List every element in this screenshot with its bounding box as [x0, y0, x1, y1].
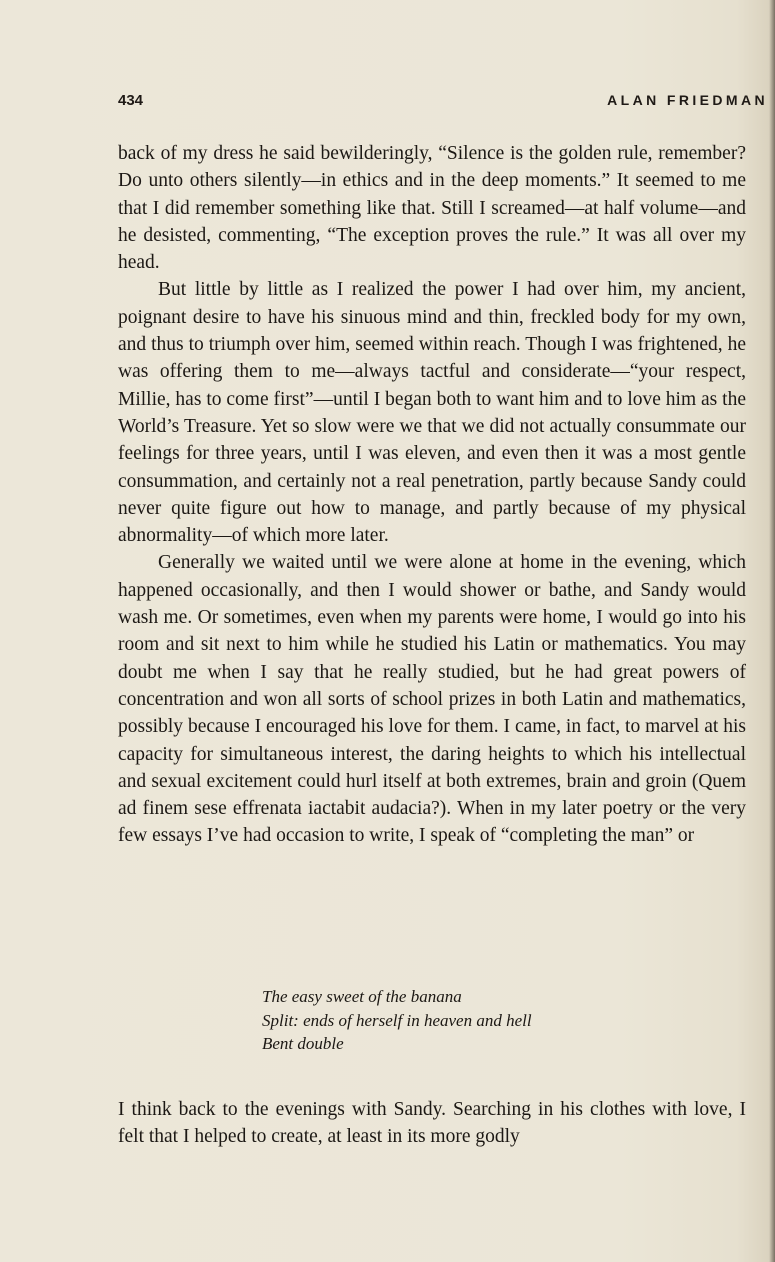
poem-line: Split: ends of herself in heaven and hell	[262, 1010, 532, 1030]
paragraph: But little by little as I realized the power I had over him, my ancient, poignant desire to have his sinuous mind and thin, freckled body for my own, and thus to triumph over him, seemed within reach. Though I was frightened, he was offering them to me—always tactful and considerate—“your respect, Millie, has to come first”—until I began both to want him and to love him as the World’s Treasure. Yet so slow were we that we did not actually consummate our feelings for three years, until I was eleven, and even then it was a most gentle consummation, and certainly not a real penetration, partly because Sandy could never quite figure out how to manage, and partly because of my physical abnormality—of which more later.	[118, 279, 746, 547]
poem-excerpt	[262, 985, 732, 1056]
page-edge-shadow	[769, 0, 775, 1262]
paragraph: Generally we waited until we were alone at home in the evening, which happened occasionally, and then I would shower or bathe, and Sandy would wash me. Or sometimes, even when my parents were home, I would go into his room and sit next to him while he studied his Latin or mathematics. You may doubt me when I say that he really studied, but he had great powers of concentration and won all sorts of school prizes in both Latin and mathematics, possibly because I encouraged his love for them. I came, in fact, to marvel at his capacity for simultaneous interest, the daring heights to which his intellectual and sexual excitement could hurl itself at both extremes, brain and groin (Quem ad finem sese effrenata iactabit audacia?). When in my later poetry or the very few essays I’ve had occasion to write, I speak of “completing the man” or	[118, 552, 746, 847]
body-text-continued	[118, 1096, 746, 1151]
page-number: 434	[118, 92, 144, 109]
poem-line: The easy sweet of the banana	[262, 987, 462, 1006]
page-header	[118, 92, 768, 116]
body-text	[118, 140, 746, 850]
paragraph: back of my dress he said bewilderingly, “Silence is the golden rule, remember? Do unto others silently—in ethics and in the deep moments.” It seemed to me that I did remember something like that. Still I screamed—at half volume—and he desisted, commenting, “The exception proves the rule.” It was all over my head.	[118, 143, 746, 274]
poem-line: Bent double	[262, 1034, 344, 1053]
paragraph: I think back to the evenings with Sandy. Searching in his clothes with love, I felt that I helped to create, at least in its more godly	[118, 1099, 746, 1148]
running-head: ALAN FRIEDMAN	[607, 92, 768, 108]
